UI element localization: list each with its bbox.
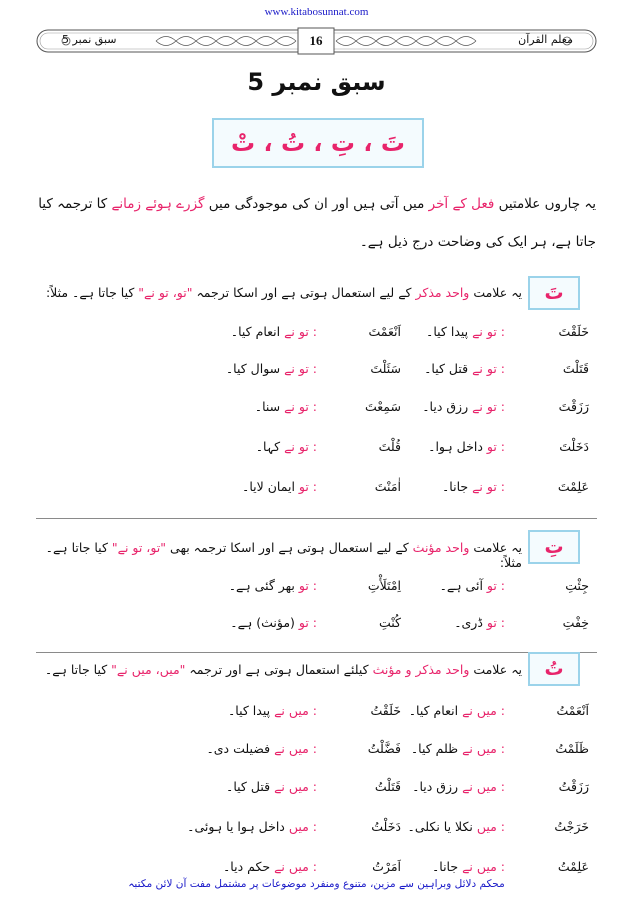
example-item — [231, 324, 401, 339]
colon-separator: : — [308, 399, 321, 414]
arabic-word: دَخَلْتُ — [371, 819, 401, 834]
colon-separator: : — [496, 439, 509, 454]
colon-separator: : — [308, 741, 321, 756]
arabic-word: سَئَلْتَ — [370, 361, 401, 376]
colon-separator: : — [308, 361, 321, 376]
urdu-translation: تو نے پیدا کیا۔ — [426, 324, 497, 339]
arabic-word: قَتَلْتَ — [562, 361, 589, 376]
example-item — [426, 324, 589, 339]
urdu-translation: میں نے فضیلت دی۔ — [206, 741, 309, 756]
urdu-translation: تو نے کہا۔ — [255, 439, 309, 454]
colon-separator: : — [308, 479, 321, 494]
example-item — [223, 859, 401, 874]
example-item — [424, 361, 589, 376]
example-item — [440, 578, 589, 593]
arabic-word: قَتَلْتُ — [374, 779, 401, 794]
colon-separator: : — [496, 703, 509, 718]
arabic-word: قُلْتَ — [378, 439, 401, 454]
symbol-description: یہ علامت واحد مذکر کے لیے استعمال ہوتی ہے اور اسکا ترجمہ "تو، تو نے" کیا جاتا ہے۔ مثلاً: — [45, 285, 522, 300]
urdu-translation: تو بھر گئی ہے۔ — [228, 578, 309, 593]
example-item — [226, 779, 401, 794]
arabic-word: خَرَجْتُ — [554, 819, 589, 834]
urdu-translation: میں نے قتل کیا۔ — [226, 779, 309, 794]
colon-separator: : — [496, 479, 509, 494]
example-item — [408, 819, 589, 834]
lesson-label: سبق نمبر 5 — [62, 33, 117, 46]
urdu-translation: میں نے پیدا کیا۔ — [227, 703, 309, 718]
intro-line-2: جاتا ہے، ہر ایک کی وضاحت درج ذیل ہے۔ — [359, 234, 596, 250]
arabic-word: اَنْعَمْتَ — [368, 324, 401, 339]
example-item — [206, 741, 401, 756]
arabic-word: اَنْعَمْتُ — [556, 703, 589, 718]
footer-text: محکم دلائل وبراہین سے مزین، متنوع ومنفرد موضوعات پر مشتمل مفت آن لائن مکتبہ — [128, 878, 505, 890]
example-item — [422, 399, 589, 414]
arabic-word: عَلِمْتُ — [557, 859, 589, 874]
page-number: 16 — [309, 33, 323, 48]
example-item — [242, 479, 401, 494]
symbol-description: یہ علامت واحد مذکر و مؤنث کیلئے استعمال ہوتی ہے اور ترجمہ "میں، میں نے" کیا جاتا ہے۔ — [44, 662, 522, 677]
urdu-translation: میں نے حکم دیا۔ — [222, 859, 309, 874]
colon-separator: : — [308, 703, 321, 718]
symbol-box: تُ — [528, 652, 580, 686]
urdu-translation: تو ڈری۔ — [454, 615, 497, 630]
lesson-title: سبق نمبر 5 — [247, 68, 386, 96]
urdu-translation: تو ایمان لایا۔ — [242, 479, 309, 494]
intro-line-1: یہ چاروں علامتیں فعل کے آخر میں آتی ہیں اور ان کی موجودگی میں گزرے ہوئے زمانے کا ترجمہ کیا — [38, 196, 596, 212]
arabic-word: اٰمَنْتَ — [374, 479, 401, 494]
example-item — [442, 479, 589, 494]
urdu-translation: تو نے انعام کیا۔ — [230, 324, 309, 339]
arabic-word: فَضَّلْتُ — [367, 741, 401, 756]
arabic-word: اَمَرْتُ — [372, 859, 401, 874]
example-item — [432, 859, 589, 874]
section-divider — [36, 652, 597, 653]
example-item — [412, 779, 589, 794]
colon-separator: : — [496, 324, 509, 339]
example-item — [428, 439, 589, 454]
colon-separator: : — [496, 399, 509, 414]
arabic-word: خَلَقْتَ — [558, 324, 589, 339]
urdu-translation: میں نے رزق دیا۔ — [412, 779, 497, 794]
colon-separator: : — [308, 324, 321, 339]
symbol-box: تِ — [528, 530, 580, 564]
urdu-translation: تو نے جانا۔ — [441, 479, 497, 494]
colon-separator: : — [496, 615, 509, 630]
example-item — [256, 439, 401, 454]
symbol-box: تَ — [528, 276, 580, 310]
colon-separator: : — [308, 439, 321, 454]
urdu-translation: میں نے جانا۔ — [431, 859, 497, 874]
colon-separator: : — [496, 741, 509, 756]
urdu-translation: تو نے قتل کیا۔ — [424, 361, 497, 376]
book-title: معلم القرآن — [518, 33, 573, 46]
arabic-word: كُنْتِ — [379, 615, 401, 630]
colon-separator: : — [308, 615, 321, 630]
example-item — [409, 703, 589, 718]
site-url: www.kitabosunnat.com — [264, 6, 369, 18]
urdu-translation: تو نے سوال کیا۔ — [225, 361, 309, 376]
example-item — [411, 741, 589, 756]
urdu-translation: میں نے ظلم کیا۔ — [410, 741, 497, 756]
colon-separator: : — [496, 361, 509, 376]
colon-separator: : — [308, 819, 321, 834]
colon-separator: : — [308, 859, 321, 874]
arabic-word: خِفْتِ — [562, 615, 589, 630]
colon-separator: : — [496, 578, 509, 593]
urdu-translation: تو نے سنا۔ — [254, 399, 309, 414]
colon-separator: : — [496, 859, 509, 874]
arabic-word: خَلَقْتُ — [370, 703, 401, 718]
letters-box: تَ ، تِ ، تُ ، تْ — [212, 118, 424, 168]
colon-separator: : — [308, 779, 321, 794]
arabic-word: اِمْتَلَأْتِ — [367, 578, 401, 593]
example-item — [187, 819, 401, 834]
arabic-word: دَخَلْتَ — [559, 439, 589, 454]
urdu-translation: میں نے انعام کیا۔ — [408, 703, 497, 718]
arabic-word: رَزَقْتُ — [558, 779, 589, 794]
example-item — [228, 703, 401, 718]
colon-separator: : — [496, 779, 509, 794]
urdu-translation: تو داخل ہوا۔ — [428, 439, 497, 454]
symbol-description: یہ علامت واحد مؤنث کے لیے استعمال ہوتی ہے اور اسکا ترجمہ بھی "تو، تو نے" کیا جاتا ہے۔ مثلاً: — [45, 540, 522, 570]
section-divider — [36, 518, 597, 519]
example-item — [230, 615, 401, 630]
arabic-word: جِئْتِ — [565, 578, 589, 593]
colon-separator: : — [496, 819, 509, 834]
arabic-word: سَمِعْتَ — [364, 399, 401, 414]
urdu-translation: میں داخل ہوا یا ہوئی۔ — [187, 819, 309, 834]
arabic-word: ظَلَمْتُ — [555, 741, 589, 756]
page-header-band — [36, 26, 597, 56]
colon-separator: : — [308, 578, 321, 593]
example-item — [454, 615, 589, 630]
urdu-translation: میں نکلا یا نکلی۔ — [407, 819, 497, 834]
arabic-word: عَلِمْتَ — [557, 479, 589, 494]
example-item — [255, 399, 401, 414]
urdu-translation: تو آئی ہے۔ — [439, 578, 497, 593]
example-item — [226, 361, 401, 376]
urdu-translation: تو (مؤنث) ہے۔ — [230, 615, 309, 630]
example-item — [229, 578, 401, 593]
arabic-word: رَزَقْتَ — [558, 399, 589, 414]
urdu-translation: تو نے رزق دیا۔ — [422, 399, 497, 414]
